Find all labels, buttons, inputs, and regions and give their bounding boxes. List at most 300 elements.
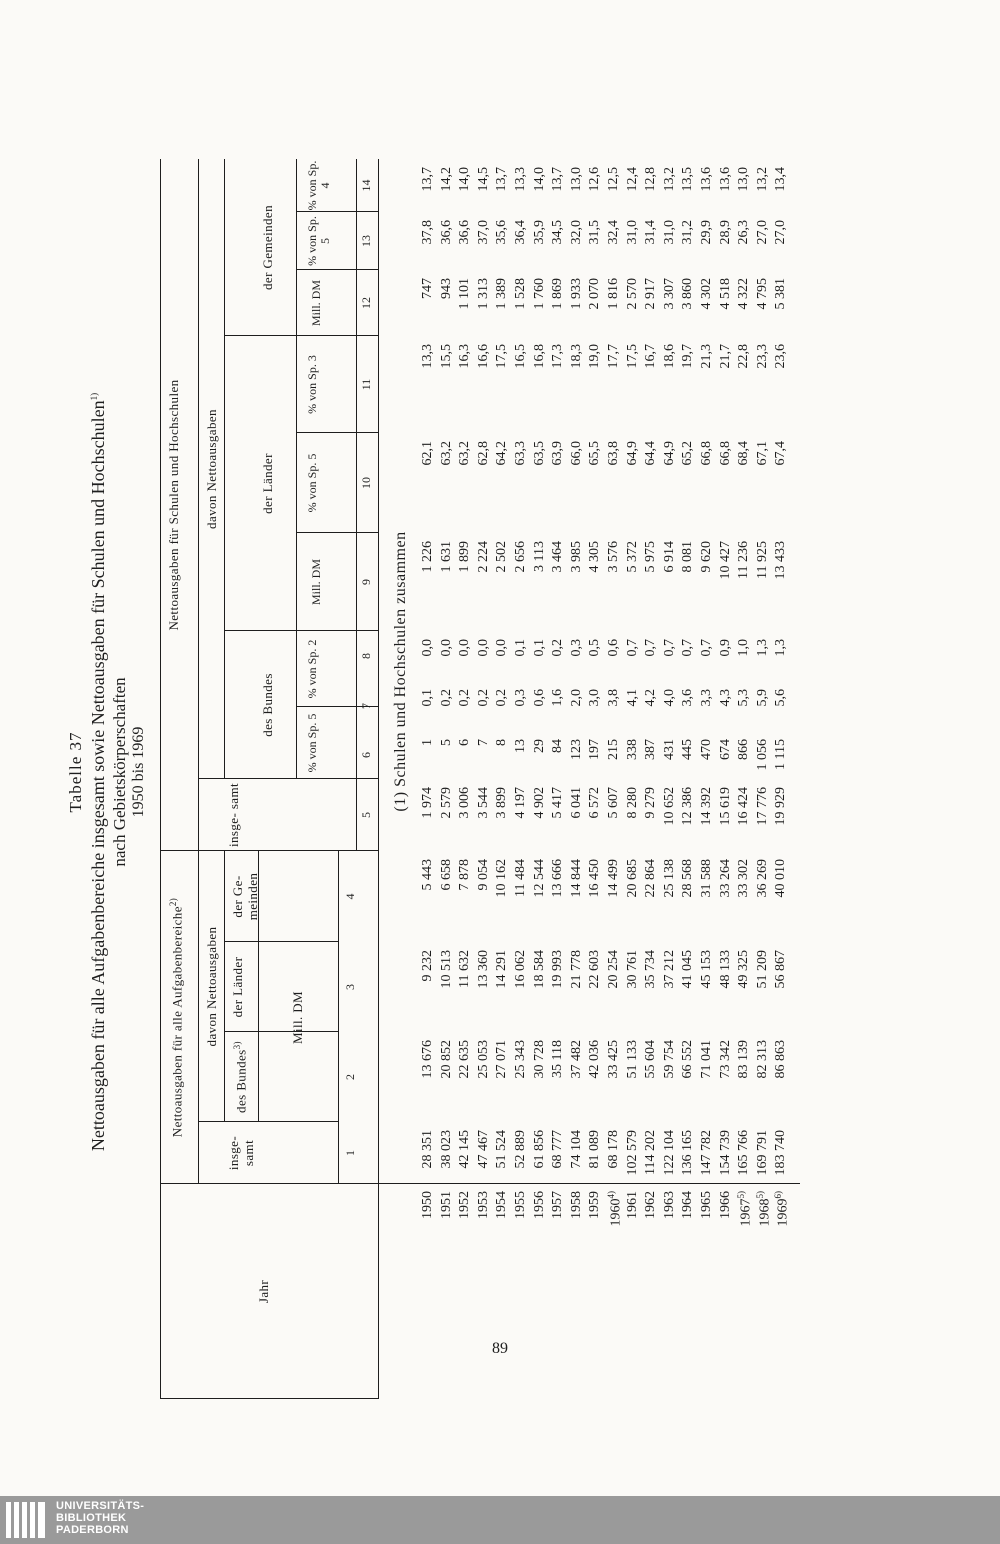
table-cell-col12: 4 518 <box>717 278 733 310</box>
row-year-text: 1958 <box>568 1191 584 1219</box>
table-cell-col7: 0,2 <box>457 689 473 707</box>
table-cell-col2: 37 482 <box>568 1040 584 1079</box>
table-cell-col7: 4,0 <box>661 689 677 707</box>
table-cell-col6: 215 <box>606 739 621 760</box>
table-cell-col3: 14 291 <box>494 950 510 989</box>
table-cell-col10: 62,1 <box>420 441 435 466</box>
table-cell-col2: 55 604 <box>643 1040 659 1079</box>
table-cell-col9: 4 305 <box>587 541 603 573</box>
row-year-text: 1952 <box>457 1191 473 1219</box>
table-cell-col3: 11 632 <box>457 950 473 988</box>
table-cell-col13: 29,9 <box>699 220 714 245</box>
row-year <box>643 1191 659 1269</box>
table-cell-col9: 13 433 <box>773 541 789 580</box>
table-cell-col12: 2 070 <box>587 278 603 310</box>
row-year <box>736 1191 755 1269</box>
header-mill-dm-laender: Mill. DM <box>309 559 323 606</box>
table-cell-col6: 123 <box>568 739 584 760</box>
table-cell-col9: 1 226 <box>420 541 435 573</box>
row-year <box>587 1191 603 1269</box>
table-cell-col4: 10 162 <box>494 859 510 898</box>
table-cell-col14: 12,8 <box>643 167 659 192</box>
table-cell-col4: 31 588 <box>699 859 714 898</box>
table-cell-col8: 0,5 <box>587 639 603 657</box>
table-cell-col1: 68 777 <box>550 1130 566 1169</box>
table-cell-col1: 136 165 <box>680 1130 696 1176</box>
table-cell-col1: 28 351 <box>420 1130 435 1169</box>
table-cell-col10: 67,1 <box>754 441 770 466</box>
header-group-all-text: Nettoausgaben für alle Aufgabenbereiche <box>169 906 185 1138</box>
table-cell-col4: 9 054 <box>475 859 491 891</box>
table-cell-col14: 12,5 <box>606 167 621 192</box>
row-year-text: 1965 <box>699 1191 714 1219</box>
library-logo-icon <box>6 1502 48 1538</box>
row-year-text: 1954 <box>494 1191 510 1219</box>
table-cell-col3: 49 325 <box>736 950 752 989</box>
table-cell-col5: 19 929 <box>773 787 789 826</box>
row-year <box>513 1191 529 1269</box>
table-cell-col2: 59 754 <box>661 1040 677 1079</box>
table-cell-col4: 22 864 <box>643 859 659 898</box>
table-cell-col5: 17 776 <box>754 787 770 826</box>
table-cell-col6: 431 <box>661 739 677 760</box>
header-insgesamt-schools: insge- samt <box>226 783 241 847</box>
table-cell-col10: 63,5 <box>531 441 547 466</box>
column-number-12: 12 <box>359 297 373 309</box>
table-cell-col8: 0,0 <box>494 639 510 657</box>
table-cell-col7: 5,3 <box>736 689 752 707</box>
table-cell-col3: 37 212 <box>661 950 677 989</box>
header-davon-right: davon Nettoausgaben <box>204 409 219 529</box>
table-cell-col13: 32,4 <box>606 220 621 245</box>
header-der-gemeinden: der Ge- meinden <box>230 872 260 921</box>
table-cell-col3: 30 761 <box>624 950 640 989</box>
table-cell-col9: 5 372 <box>624 541 640 573</box>
table-cell-col12: 1 389 <box>494 278 510 310</box>
row-year <box>476 1191 492 1269</box>
table-cell-col2: 35 118 <box>550 1040 566 1078</box>
table-cell-col11: 17,3 <box>550 344 566 369</box>
table-cell-col10: 65,5 <box>587 441 603 466</box>
table-cell-col4: 12 544 <box>531 859 547 898</box>
table-cell-col6: 29 <box>531 739 547 753</box>
table-cell-col6: 13 <box>513 739 528 753</box>
table-cell-col10: 65,2 <box>680 441 696 466</box>
table-cell-col13: 36,6 <box>438 220 454 245</box>
row-year <box>699 1191 715 1269</box>
table-cell-col7: 0,2 <box>438 689 454 707</box>
table-cell-col2: 13 676 <box>420 1040 435 1079</box>
table-cell-col10: 63,3 <box>513 441 528 466</box>
table-cell-col8: 0,0 <box>420 639 435 657</box>
header-davon-left: davon Nettoausgaben <box>204 926 219 1047</box>
table-cell-col4: 14 844 <box>568 859 584 898</box>
column-number-14: 14 <box>359 179 373 192</box>
table-cell-col2: 51 133 <box>624 1040 640 1079</box>
table-cell-col5: 4 902 <box>531 787 547 819</box>
header-der-laender-right: der Länder <box>260 453 275 514</box>
table-cell-col6: 470 <box>699 739 714 760</box>
table-cell-col14: 13,2 <box>661 167 677 192</box>
row-year-text: 1959 <box>587 1191 603 1219</box>
table-cell-col9: 3 113 <box>531 541 547 572</box>
header-pct-sp2: % von Sp. 2 <box>305 639 319 699</box>
header-des-bundes-text: des Bundes <box>233 1049 249 1113</box>
row-year-text: 1961 <box>624 1191 640 1219</box>
subtitle-text: Nettoausgaben für alle Aufgabenbereiche insgesamt sowie Nettoausgaben für Schulen und Hochschulen <box>88 400 108 1152</box>
row-year <box>606 1191 625 1269</box>
table-cell-col13: 31,5 <box>587 220 603 245</box>
table-cell-col6: 1 056 <box>754 739 770 771</box>
table-cell-col1: 102 579 <box>624 1130 640 1176</box>
table-cell-col2: 82 313 <box>754 1040 770 1079</box>
table-cell-col7: 5,6 <box>773 689 789 707</box>
table-cell-col1: 61 856 <box>531 1130 547 1169</box>
table-cell-col11: 23,6 <box>773 344 789 369</box>
table-cell-col3: 18 584 <box>531 950 547 989</box>
row-year <box>680 1191 696 1269</box>
table-cell-col4: 28 568 <box>680 859 696 898</box>
table-cell-col3: 41 045 <box>680 950 696 989</box>
table-cell-col1: 47 467 <box>475 1130 491 1169</box>
table-cell-col13: 37,8 <box>420 220 435 245</box>
table-cell-col2: 86 863 <box>773 1040 789 1079</box>
table-cell-col4: 11 484 <box>513 859 528 897</box>
header-pct-sp4: % von Sp. 4 <box>305 160 332 211</box>
table-cell-col7: 3,0 <box>587 689 603 707</box>
row-year <box>532 1191 548 1269</box>
table-subtitle-line1 <box>88 0 109 1544</box>
table-cell-col9: 5 975 <box>643 541 659 573</box>
table-cell-col13: 35,9 <box>531 220 547 245</box>
row-year <box>550 1191 566 1269</box>
row-year-text: 1957 <box>550 1191 566 1219</box>
table-cell-col2: 71 041 <box>699 1040 714 1079</box>
table-cell-col12: 943 <box>438 278 454 299</box>
table-cell-col10: 62,8 <box>475 441 491 466</box>
header-pct-sp5-c: % von Sp. 5 <box>305 216 332 266</box>
header-jahr: Jahr <box>256 1279 271 1304</box>
table-cell-col10: 67,4 <box>773 441 789 466</box>
table-cell-col1: 122 104 <box>661 1130 677 1176</box>
table-cell-col5: 2 579 <box>438 787 454 819</box>
table-cell-col1: 154 739 <box>717 1130 733 1176</box>
row-year-footnote: 5) <box>754 1191 765 1199</box>
logo-line3: PADERBORN <box>56 1524 129 1536</box>
table-cell-col8: 0,0 <box>475 639 491 657</box>
table-cell-col6: 387 <box>643 739 659 760</box>
table-cell-col9: 11 925 <box>754 541 770 579</box>
logo-line1: UNIVERSITÄTS- <box>56 1500 145 1512</box>
header-bottom-rule <box>378 159 379 1399</box>
table-cell-col7: 4,3 <box>717 689 733 707</box>
table-cell-col14: 13,5 <box>680 167 696 192</box>
table-cell-col12: 747 <box>420 278 435 299</box>
table-cell-col12: 1 760 <box>531 278 547 310</box>
table-cell-col5: 3 006 <box>457 787 473 819</box>
column-number-2: 2 <box>343 1074 357 1080</box>
table-cell-col5: 9 279 <box>643 787 659 819</box>
row-year-text: 1969 <box>776 1198 792 1227</box>
table-cell-col2: 27 071 <box>494 1040 510 1079</box>
table-cell-col6: 445 <box>680 739 696 760</box>
table-cell-col11: 18,6 <box>661 344 677 369</box>
table-cell-col11: 17,7 <box>606 344 621 369</box>
table-cell-col13: 27,0 <box>773 220 789 245</box>
table-cell-col8: 1,3 <box>773 639 789 657</box>
table-cell-col11: 22,8 <box>736 344 752 369</box>
table-cell-col12: 4 302 <box>699 278 714 310</box>
table-cell-col4: 40 010 <box>773 859 789 898</box>
header-der-laender: der Länder <box>230 956 245 1018</box>
table-cell-col11: 23,3 <box>754 344 770 369</box>
table-cell-col12: 1 816 <box>606 278 621 310</box>
table-cell-col2: 83 139 <box>736 1040 752 1079</box>
table-cell-col12: 4 322 <box>736 278 752 310</box>
table-cell-col7: 4,2 <box>643 689 659 707</box>
table-cell-col8: 0,0 <box>438 639 454 657</box>
row-year <box>755 1191 774 1269</box>
table-cell-col1: 52 889 <box>513 1130 528 1169</box>
row-year <box>662 1191 678 1269</box>
table-cell-col1: 81 089 <box>587 1130 603 1169</box>
header-insgesamt: insge- samt <box>226 1135 256 1171</box>
table-cell-col13: 36,6 <box>457 220 473 245</box>
table-cell-col7: 0,6 <box>531 689 547 707</box>
table-cell-col1: 42 145 <box>457 1130 473 1169</box>
header-des-bundes-sup: 3) <box>232 1041 242 1050</box>
table-cell-col12: 1 313 <box>475 278 491 310</box>
table-cell-col14: 13,0 <box>568 167 584 192</box>
table-cell-col7: 5,9 <box>754 689 770 707</box>
table-cell-col8: 0,1 <box>513 639 528 657</box>
table-cell-col10: 64,9 <box>624 441 640 466</box>
table-cell-col10: 66,0 <box>568 441 584 466</box>
row-year-text: 1967 <box>738 1198 754 1227</box>
table-cell-col13: 31,0 <box>624 220 640 245</box>
table-cell-col12: 2 570 <box>624 278 640 310</box>
table-cell-col8: 0,7 <box>661 639 677 657</box>
table-cell-col9: 3 576 <box>606 541 621 573</box>
table-cell-col11: 16,6 <box>475 344 491 369</box>
row-year-footnote: 4) <box>606 1191 616 1199</box>
table-cell-col2: 66 552 <box>680 1040 696 1079</box>
column-number-9: 9 <box>359 579 373 585</box>
table-cell-col3: 9 232 <box>420 950 435 982</box>
table-cell-col9: 3 985 <box>568 541 584 573</box>
table-cell-col11: 17,5 <box>624 344 640 369</box>
table-cell-col2: 33 425 <box>606 1040 621 1079</box>
table-cell-col3: 56 867 <box>773 950 789 989</box>
table-cell-col13: 31,0 <box>661 220 677 245</box>
table-cell-col5: 14 392 <box>699 787 714 826</box>
row-year-text: 1966 <box>717 1191 733 1219</box>
header-group-all-sup: 2) <box>168 897 178 907</box>
table-cell-col5: 15 619 <box>717 787 733 826</box>
table-cell-col11: 21,3 <box>699 344 714 369</box>
table-cell-col11: 15,5 <box>438 344 454 369</box>
table-cell-col14: 13,2 <box>754 167 770 192</box>
table-cell-col10: 63,8 <box>606 441 621 466</box>
table-cell-col9: 8 081 <box>680 541 696 573</box>
table-cell-col8: 0,7 <box>643 639 659 657</box>
table-cell-col13: 28,9 <box>717 220 733 245</box>
table-cell-col14: 13,3 <box>513 167 528 192</box>
table-cell-col10: 66,8 <box>699 441 714 466</box>
table-cell-col5: 10 652 <box>661 787 677 826</box>
table-cell-col4: 6 658 <box>438 859 454 891</box>
row-year-text: 1950 <box>420 1191 435 1219</box>
table-cell-col7: 0,1 <box>420 689 435 707</box>
table-cell-col12: 3 860 <box>680 278 696 310</box>
table-cell-col9: 10 427 <box>717 541 733 580</box>
table-cell-col11: 18,3 <box>568 344 584 369</box>
table-cell-col2: 22 635 <box>457 1040 473 1079</box>
table-cell-col9: 1 899 <box>457 541 473 573</box>
table-cell-col2: 30 728 <box>531 1040 547 1079</box>
table-cell-col3: 51 209 <box>754 950 770 989</box>
subtitle-footnote: 1) <box>89 392 99 401</box>
table-cell-col9: 9 620 <box>699 541 714 573</box>
table-cell-col9: 2 224 <box>475 541 491 573</box>
table-cell-col14: 13,6 <box>699 167 714 192</box>
column-number-4: 4 <box>343 893 357 900</box>
table-cell-col2: 42 036 <box>587 1040 603 1079</box>
table-cell-col6: 1 <box>420 739 435 746</box>
table-cell-col8: 0,7 <box>699 639 714 657</box>
column-number-7: 7 <box>359 703 373 709</box>
row-year <box>569 1191 585 1269</box>
data-table <box>160 159 960 1399</box>
table-cell-col4: 25 138 <box>661 859 677 898</box>
table-cell-col6: 197 <box>587 739 603 760</box>
table-cell-col7: 3,3 <box>699 689 714 707</box>
page-number: 89 <box>492 1340 508 1357</box>
table-cell-col5: 6 572 <box>587 787 603 819</box>
table-cell-col1: 51 524 <box>494 1130 510 1169</box>
table-cell-col4: 16 450 <box>587 859 603 898</box>
table-cell-col13: 32,0 <box>568 220 584 245</box>
table-cell-col14: 14,5 <box>475 167 491 192</box>
table-title: Tabelle 37 <box>66 731 85 813</box>
table-cell-col8: 1,3 <box>754 639 770 657</box>
header-group-schools: Nettoausgaben für Schulen und Hochschulen <box>166 379 181 631</box>
table-cell-col2: 73 342 <box>717 1040 733 1079</box>
library-footer-bar <box>0 1496 1000 1544</box>
table-cell-col5: 1 974 <box>420 787 435 819</box>
row-year <box>718 1191 734 1269</box>
table-cell-col7: 3,6 <box>680 689 696 707</box>
header-des-bundes-right: des Bundes <box>260 673 275 737</box>
table-cell-col4: 7 878 <box>457 859 473 891</box>
table-cell-col11: 17,5 <box>494 344 510 369</box>
table-cell-col14: 13,4 <box>773 167 789 192</box>
column-number-6: 6 <box>359 752 373 758</box>
column-number-row <box>160 159 378 1399</box>
table-cell-col4: 36 269 <box>754 859 770 898</box>
table-cell-col10: 63,2 <box>457 441 473 466</box>
table-cell-col12: 5 381 <box>773 278 789 310</box>
table-cell-col3: 21 778 <box>568 950 584 989</box>
row-year-text: 1960 <box>608 1198 624 1227</box>
row-year <box>625 1191 641 1269</box>
table-cell-col1: 68 178 <box>606 1130 621 1169</box>
table-cell-col10: 63,9 <box>550 441 566 466</box>
table-cell-col3: 22 603 <box>587 950 603 989</box>
table-cell-col14: 13,7 <box>494 167 510 192</box>
table-cell-col11: 13,3 <box>420 344 435 369</box>
table-cell-col13: 31,4 <box>643 220 659 245</box>
header-pct-sp5-a: % von Sp. 5 <box>305 713 319 773</box>
table-cell-col8: 0,3 <box>568 639 584 657</box>
table-cell-col5: 5 417 <box>550 787 566 819</box>
table-cell-col5: 12 386 <box>680 787 696 826</box>
table-cell-col8: 1,0 <box>736 639 752 657</box>
row-year-footnote: 5) <box>736 1191 747 1199</box>
table-cell-col3: 10 513 <box>438 950 454 989</box>
table-cell-col9: 1 631 <box>438 541 454 573</box>
table-cell-col11: 19,7 <box>680 344 696 369</box>
column-number-5: 5 <box>359 812 373 818</box>
table-cell-col5: 3 544 <box>475 787 491 819</box>
table-body <box>420 159 800 1399</box>
table-cell-col14: 13,6 <box>717 167 733 192</box>
table-cell-col7: 2,0 <box>568 689 584 707</box>
table-cell-col13: 35,6 <box>494 220 510 245</box>
table-cell-col3: 19 993 <box>550 950 566 989</box>
table-cell-col1: 114 202 <box>643 1130 659 1175</box>
column-number-8: 8 <box>359 653 373 659</box>
table-cell-col4: 33 264 <box>717 859 733 898</box>
header-mill-dm-gemeinden: Mill. DM <box>309 280 323 327</box>
table-cell-col13: 34,5 <box>550 220 566 245</box>
row-year-text: 1963 <box>661 1191 677 1219</box>
table-cell-col3: 48 133 <box>717 950 733 989</box>
table-cell-col3: 35 734 <box>643 950 659 989</box>
table-cell-col4: 5 443 <box>420 859 435 891</box>
table-cell-col5: 4 197 <box>513 787 528 819</box>
table-cell-col4: 14 499 <box>606 859 621 898</box>
column-number-11: 11 <box>359 378 373 391</box>
column-number-13: 13 <box>359 235 373 247</box>
logo-line2: BIBLIOTHEK <box>56 1512 127 1524</box>
row-year-text: 1962 <box>643 1191 659 1219</box>
table-cell-col9: 2 656 <box>513 541 528 573</box>
table-cell-col1: 169 791 <box>754 1130 770 1176</box>
table-cell-col4: 33 302 <box>736 859 752 898</box>
table-cell-col11: 16,5 <box>513 344 528 369</box>
table-cell-col6: 866 <box>736 739 752 760</box>
table-cell-col8: 0,1 <box>531 639 547 657</box>
header-pct-sp3: % von Sp. 3 <box>305 355 319 414</box>
table-cell-col6: 6 <box>457 739 473 746</box>
column-number-3: 3 <box>343 984 357 990</box>
table-cell-col9: 3 464 <box>550 541 566 573</box>
section-label: (1) Schulen und Hochschulen zusammen <box>392 531 409 812</box>
table-cell-col9: 6 914 <box>661 541 677 573</box>
table-cell-col14: 14,2 <box>438 167 454 192</box>
header-der-gemeinden-right: der Gemeinden <box>260 205 275 290</box>
table-cell-col14: 13,7 <box>550 167 566 192</box>
table-cell-col2: 20 852 <box>438 1040 454 1079</box>
table-cell-col7: 0,2 <box>494 689 510 707</box>
table-cell-col8: 0,0 <box>457 639 473 657</box>
table-cell-col11: 16,7 <box>643 344 659 369</box>
table-cell-col5: 8 280 <box>624 787 640 819</box>
table-cell-col12: 1 933 <box>568 278 584 310</box>
row-year-text: 1951 <box>438 1191 454 1219</box>
column-number-1: 1 <box>343 1150 357 1156</box>
